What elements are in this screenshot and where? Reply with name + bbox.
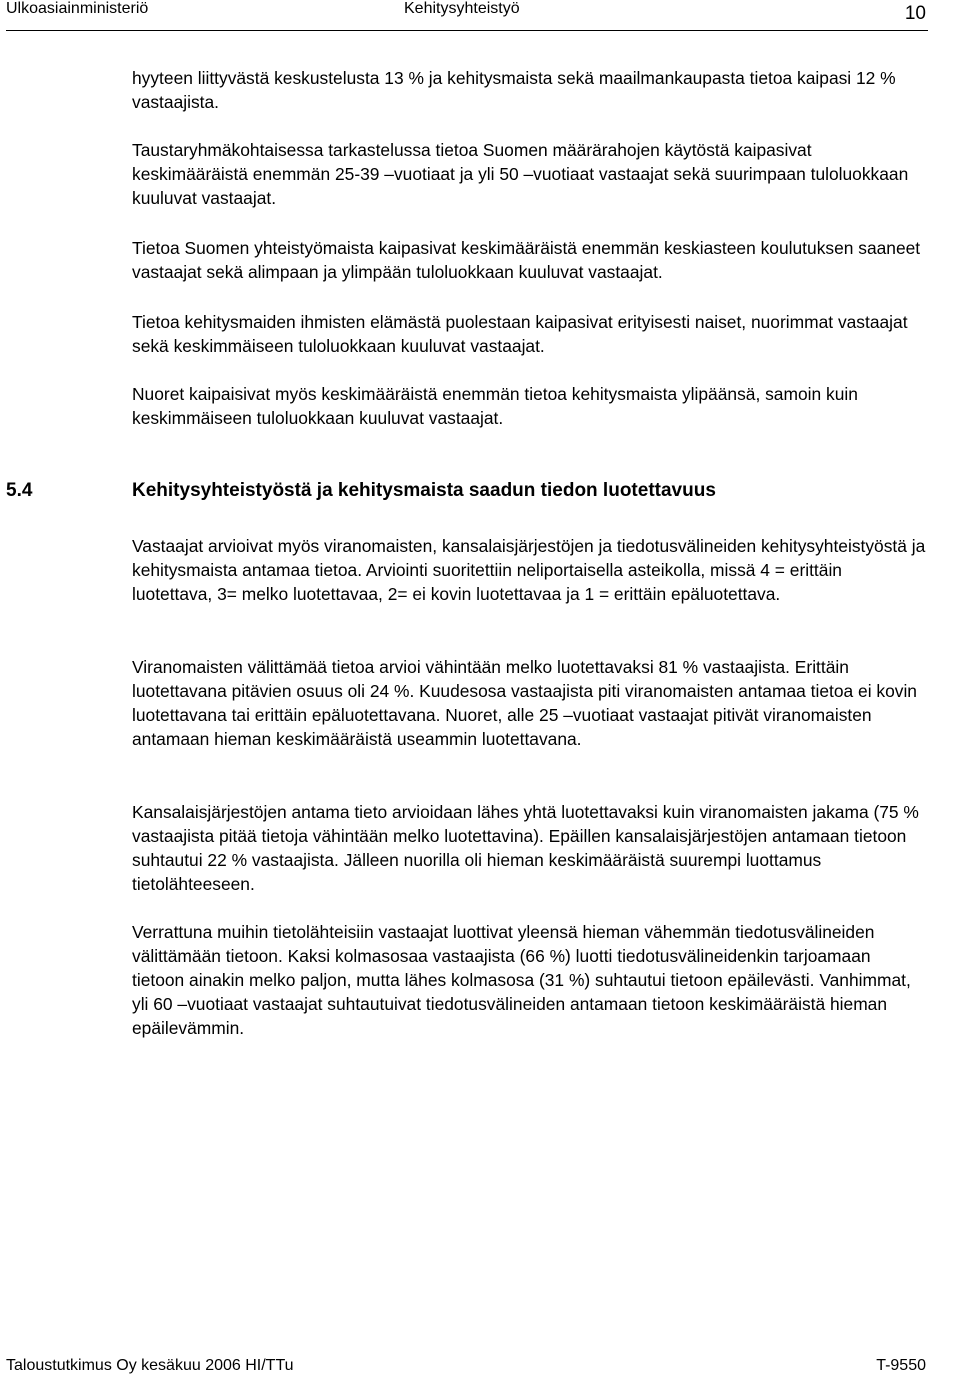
footer-document-code: T-9550 xyxy=(876,1357,926,1374)
paragraph-assessment-intro xyxy=(132,534,926,606)
page-header xyxy=(6,0,928,31)
paragraph: Viranomaisten välittämää tietoa arvioi vähintään melko luotettavaksi 81 % vastaajista. Erittäin luotettavana pitävien osuus oli 24 %. Kuudesosa vastaajista piti viranomaisten antamaa tietoa ei kovin luotettavana tai erittäin epäluotettavana. Nuoret, alle 25 –vuotiaat vastaajat pitivät viranomaisten antamaan hieman keskimääräistä useammin luotettavana. xyxy=(132,657,917,749)
footer-publisher: Taloustutkimus Oy kesäkuu 2006 HI/TTu xyxy=(6,1357,294,1374)
paragraph-intro-continuation xyxy=(132,66,926,114)
paragraph: Nuoret kaipaisivat myös keskimääräistä enemmän tietoa kehitysmaista ylipäänsä, samoin kuin keskimmäiseen tuloluokkaan kuuluvat vastaajat. xyxy=(132,384,858,428)
header-topic: Kehitysyhteistyö xyxy=(404,0,520,17)
paragraph-authorities xyxy=(132,655,926,751)
page-number: 10 xyxy=(904,3,926,24)
paragraph-youth xyxy=(132,382,926,430)
header-organization: Ulkoasiainministeriö xyxy=(6,0,149,17)
section-number: 5.4 xyxy=(6,480,33,501)
paragraph-media xyxy=(132,920,926,1040)
section-title: Kehitysyhteistyöstä ja kehitysmaista saadun tiedon luotettavuus xyxy=(132,480,716,501)
paragraph: Tietoa kehitysmaiden ihmisten elämästä puolestaan kaipasivat erityisesti naiset, nuorimmat vastaajat sekä keskimmäiseen tuloluokkaan kuuluvat vastaajat. xyxy=(132,312,908,356)
paragraph: Kansalaisjärjestöjen antama tieto arvioidaan lähes yhtä luotettavaksi kuin viranomaisten jakama (75 % vastaajista pitää tietoja vähintään melko luotettavina). Epäillen kansalaisjärjestöjen antamaan tietoon suhtautui 22 % vastaajista. Jälleen nuorilla oli hieman keskimääräistä suurempi luottamus tietolähteeseen. xyxy=(132,802,919,894)
paragraph-background-groups xyxy=(132,138,926,210)
paragraph-ngos xyxy=(132,800,926,896)
paragraph: Vastaajat arvioivat myös viranomaisten, kansalaisjärjestöjen ja tiedotusvälineiden kehitysyhteistyöstä ja kehitysmaista antamaa tietoa. Arviointi suoritettiin neliportaisella asteikolla, missä 4 = erittäin luotettava, 3= melko luotettavaa, 2= ei kovin luotettavaa ja 1 = erittäin epäluotettava. xyxy=(132,536,926,604)
paragraph: Verrattuna muihin tietolähteisiin vastaajat luottivat yleensä hieman vähemmän tiedotusvälineiden välittämään tietoon. Kaksi kolmasosaa vastaajista (66 %) luotti tiedotusvälineidenkin tarjoamaan tietoon ainakin melko paljon, mutta lähes kolmasosa (31 %) suhtautui tietoon epäilevästi. Vanhimmat, yli 60 –vuotiaat vastaajat suhtautuivat tiedotusvälineiden antamaan tietoon keskimääräistä hieman epäilevämmin. xyxy=(132,922,911,1038)
paragraph: Taustaryhmäkohtaisessa tarkastelussa tietoa Suomen määrärahojen käytöstä kaipasivat keskimääräistä enemmän 25-39 –vuotiaat ja yli 50 –vuotiaat vastaajat sekä suurimpaan tuloluokkaan kuuluvat vastaajat. xyxy=(132,140,909,208)
paragraph: Tietoa Suomen yhteistyömaista kaipasivat keskimääräistä enemmän keskiasteen koulutuksen saaneet vastaajat sekä alimpaan ja ylimpään tuloluokkaan kuuluvat vastaajat. xyxy=(132,238,921,282)
paragraph-partner-countries xyxy=(132,236,926,284)
paragraph-people-lives xyxy=(132,310,926,358)
paragraph: hyyteen liittyvästä keskustelusta 13 % ja kehitysmaista sekä maailmankaupasta tietoa kaipasi 12 % vastaajista. xyxy=(132,68,896,112)
